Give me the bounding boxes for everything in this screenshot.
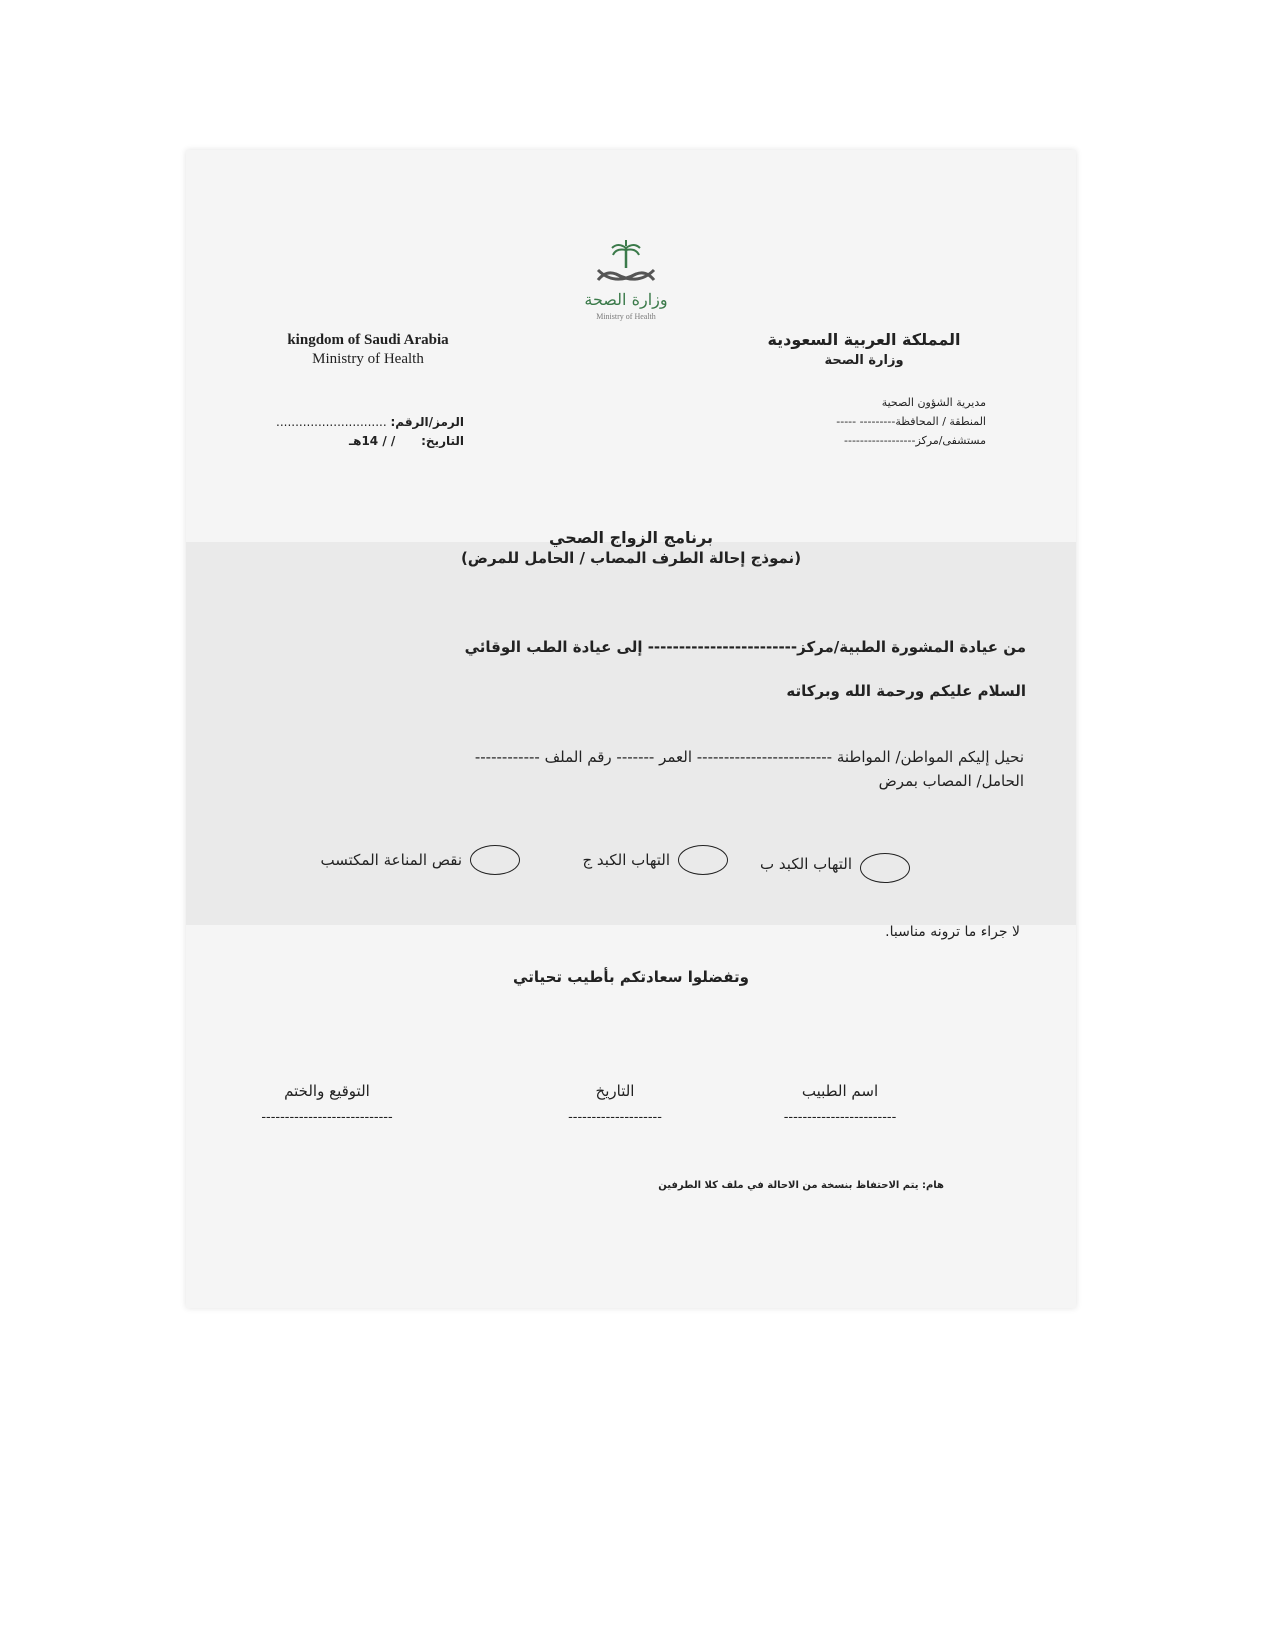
arabic-header: [764, 330, 964, 368]
regards-line: وتفضلوا سعادتكم بأطيب تحياتي: [513, 968, 749, 986]
directorate-info: [836, 393, 986, 450]
date-label: التاريخ:: [421, 434, 464, 448]
date-field: [530, 1082, 700, 1125]
doctor-name-blank: ------------------------: [783, 1110, 897, 1125]
option-hepatitis-b[interactable]: [760, 845, 910, 883]
signature-blank: ----------------------------: [261, 1110, 393, 1125]
referral-line: نحيل إليكم المواطن/ المواطنة ------------------------- العمر ------- رقم الملف ------------: [474, 748, 1024, 766]
procedure-line: لا جراء ما ترونه مناسبا.: [885, 924, 1020, 940]
code-label: الرمز/الرقم:: [390, 415, 464, 429]
option-label: نقص المناعة المكتسب: [320, 851, 462, 869]
option-label: التهاب الكبد ج: [582, 851, 670, 869]
signature-date-label: التاريخ: [595, 1082, 635, 1100]
option-hepatitis-c[interactable]: [582, 845, 728, 875]
code-blank: .............................: [276, 415, 387, 429]
ministry-name-en: Ministry of Health: [312, 351, 424, 367]
option-circle[interactable]: [470, 845, 520, 875]
kingdom-name-ar: المملكة العربية السعودية: [767, 330, 961, 349]
greeting-line: السلام عليكم ورحمة الله وبركاته: [786, 682, 1026, 700]
form-subtitle: (نموذج إحالة الطرف المصاب / الحامل للمرض): [460, 549, 802, 567]
signature-label: التوقيع والختم: [284, 1082, 370, 1100]
hospital-line: مستشفى/مركز------------------: [844, 434, 986, 447]
signature-field: [222, 1082, 432, 1125]
ministry-logo: [576, 240, 676, 330]
doctor-name-label: اسم الطبيب: [801, 1082, 879, 1100]
form-paper: [186, 150, 1076, 1308]
option-circle[interactable]: [860, 853, 910, 883]
signature-date-blank: --------------------: [568, 1110, 662, 1125]
region-line: المنطقة / المحافظة--------- -----: [836, 415, 986, 428]
doctor-name-field: [750, 1082, 930, 1125]
directorate-line: مديرية الشؤون الصحية: [881, 396, 986, 409]
logo-arabic-text: وزارة الصحة: [584, 290, 668, 309]
program-title: برنامج الزواج الصحي: [549, 528, 713, 547]
ministry-name-ar: وزارة الصحة: [824, 353, 904, 368]
form-title: [186, 528, 1076, 567]
logo-english-text: Ministry of Health: [596, 312, 656, 321]
option-aids[interactable]: [320, 845, 520, 875]
disease-carrier-line: الحامل/ المصاب بمرض: [878, 772, 1024, 790]
date-value: / / 14هـ: [349, 434, 396, 448]
option-label: التهاب الكبد ب: [760, 855, 852, 873]
important-note: هام: يتم الاحتفاظ بنسخة من الاحالة في ملف كلا الطرفين: [658, 1180, 944, 1191]
ministry-emblem-icon: [576, 240, 676, 292]
from-clinic-line: من عيادة المشورة الطبية/مركز------------------------ إلى عيادة الطب الوقائي: [464, 638, 1026, 656]
option-circle[interactable]: [678, 845, 728, 875]
english-header: [268, 332, 468, 368]
reference-block: [254, 413, 464, 451]
kingdom-name-en: kingdom of Saudi Arabia: [287, 332, 449, 348]
